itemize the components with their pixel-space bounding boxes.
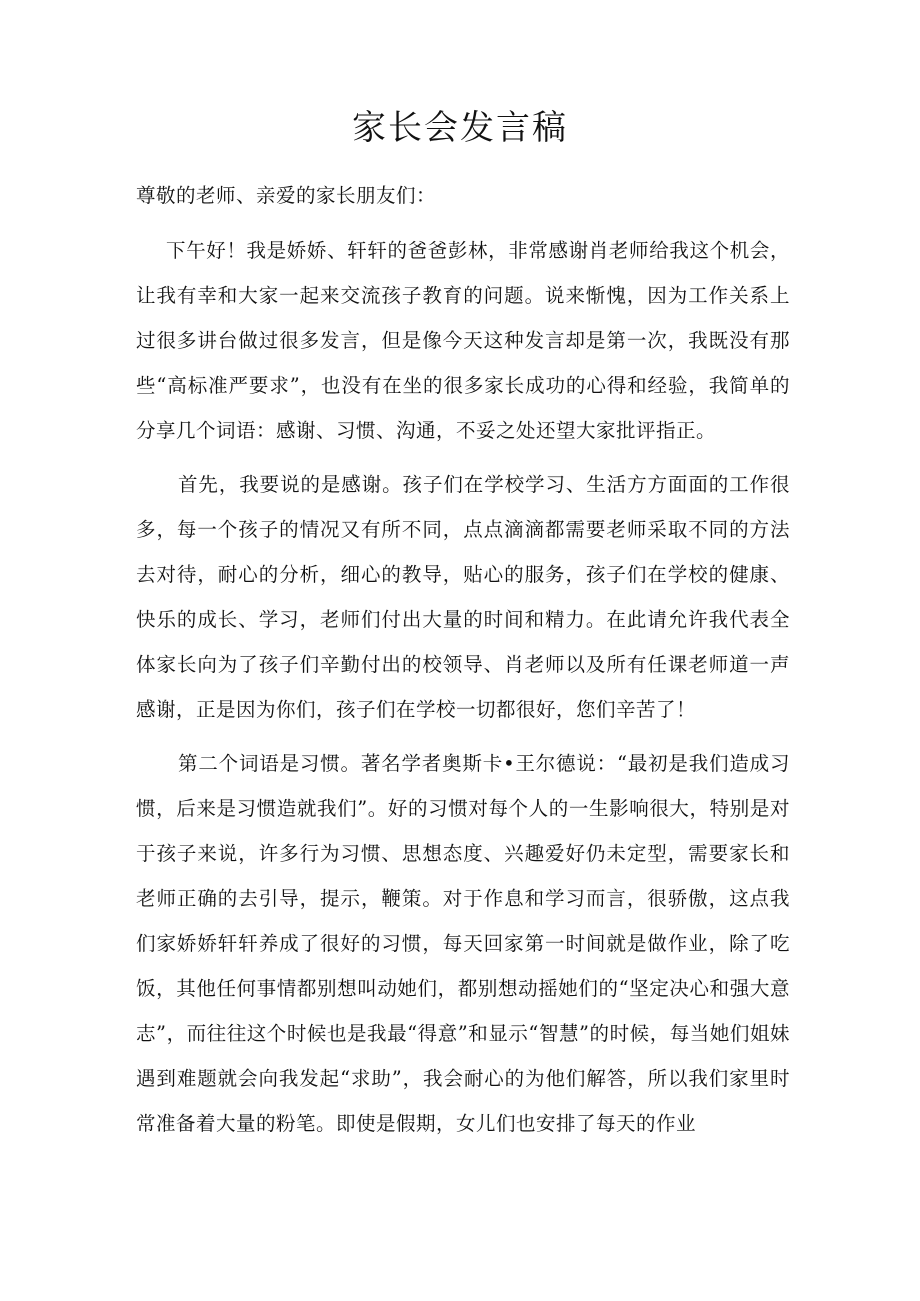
document-title: 家长会发言稿 [352,108,568,148]
paragraph-thanks: 首先，我要说的是感谢。孩子们在学校学习、生活方方面面的工作很多，每一个孩子的情况又有所不同，点点滴滴都需要老师采取不同的方法去对待，耐心的分析，细心的教导，贴心的服务，孩子们在学校的健康、快乐的成长、学习，老师们付出大量的时间和精力。在此请允许我代表全体家长向为了孩子们辛勤付出的校领导、肖老师以及所有任课老师道一声感谢，正是因为你们，孩子们在学校一切都很好，您们辛苦了！ [136,473,790,721]
document-body [136,176,790,1146]
paragraph-habits: 第二个词语是习惯。著名学者奥斯卡•王尔德说：“最初是我们造成习惯，后来是习惯造就我们”。好的习惯对每个人的一生影响很大，特别是对于孩子来说，许多行为习惯、思想态度、兴趣爱好仍未定型，需要家长和老师正确的去引导，提示，鞭策。对于作息和学习而言，很骄傲，这点我们家娇娇轩轩养成了很好的习惯，每天回家第一时间就是做作业，除了吃饭，其他任何事情都别想叫动她们，都别想动摇她们的“坚定决心和强大意志”，而往往这个时候也是我最“得意”和显示“智慧”的时候，每当她们姐妹遇到难题就会向我发起“求助”，我会耐心的为他们解答，所以我们家里时常准备着大量的粉笔。即使是假期，女儿们也安排了每天的作业 [136,752,790,1135]
paragraph-greeting: 下午好！我是娇娇、轩轩的爸爸彭林，非常感谢肖老师给我这个机会，让我有幸和大家一起来交流孩子教育的问题。说来惭愧，因为工作关系上过很多讲台做过很多发言，但是像今天这种发言却是第一次，我既没有那些“高标准严要求”，也没有在坐的很多家长成功的心得和经验，我简单的分享几个词语：感谢、习惯、沟通，不妥之处还望大家批评指正。 [136,239,790,442]
salutation: 尊敬的老师、亲爱的家长朋友们： [136,184,437,207]
